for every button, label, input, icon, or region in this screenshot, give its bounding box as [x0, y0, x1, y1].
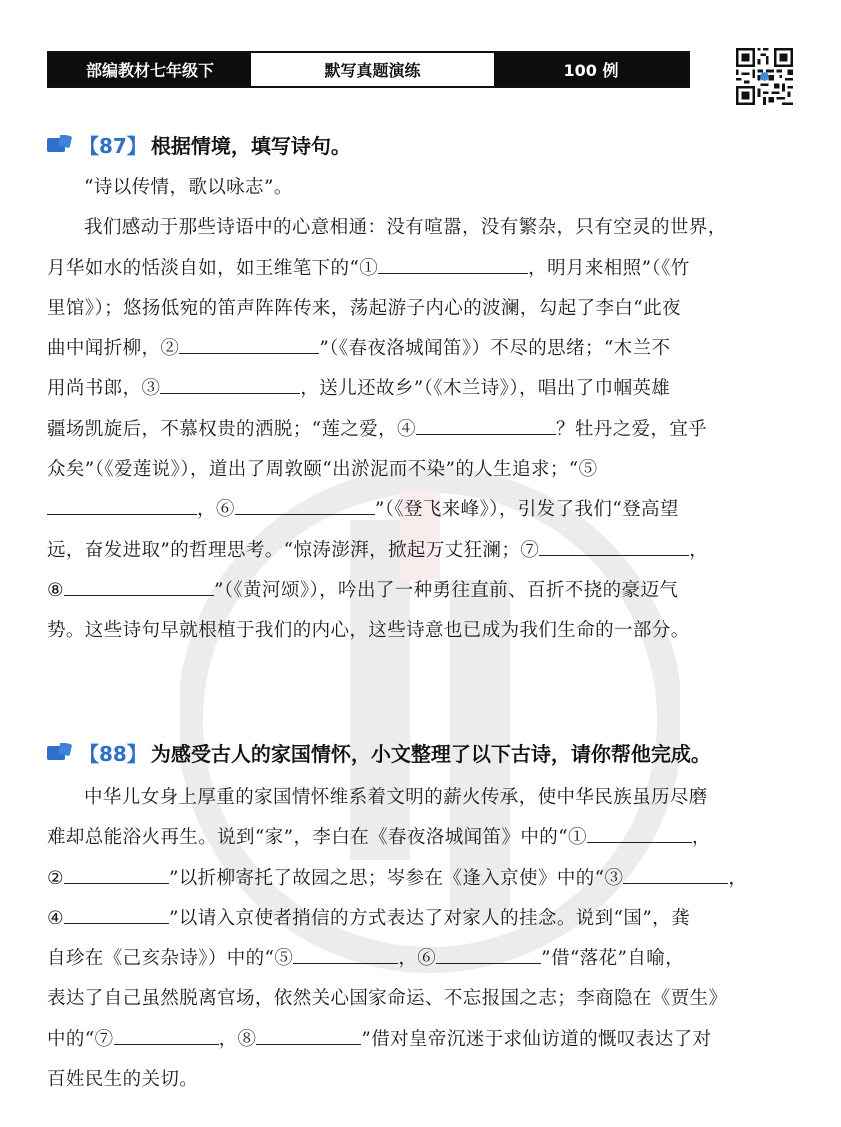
qr-code-icon[interactable] [736, 48, 793, 105]
question-87-passage [47, 168, 797, 652]
passage-text: 月华如水的恬淡自如，如王维笔下的“① [47, 257, 379, 279]
passage-text: ”（《黄河颂》），吟出了一种勇往直前、百折不挠的豪迈气 [214, 579, 679, 601]
passage-text: ，送儿还故乡”（《木兰诗》），唱出了巾帼英雄 [300, 378, 671, 400]
header-grade: 部编教材七年级下 [49, 53, 251, 86]
answer-blank[interactable] [114, 1043, 219, 1045]
answer-blank[interactable] [436, 962, 541, 964]
passage-text: ”以折柳寄托了故园之思；岑参在《逢入京使》中的“③ [169, 867, 624, 889]
passage-text: 远，奋发进取”的哲理思考。“惊涛澎湃，掀起万丈狂澜；⑦ [47, 539, 540, 561]
bookmark-icon [47, 743, 73, 763]
passage-text: ”借对皇帝沉迷于求仙访道的慨叹表达了对 [361, 1028, 712, 1050]
passage-text: 难却总能浴火再生。说到“家”，李白在《春夜洛城闻笛》中的“① [47, 827, 587, 849]
passage-text: 中华儿女身上厚重的家国情怀维系着文明的薪火传承，使中华民族虽历尽磨 [84, 787, 708, 808]
answer-blank[interactable] [160, 392, 300, 394]
answer-blank[interactable] [416, 433, 556, 435]
answer-blank[interactable] [623, 882, 728, 884]
header-count: 100 例 [494, 53, 688, 86]
passage-text: ，明月来相照”（《竹 [528, 257, 690, 279]
question-88-passage [47, 778, 797, 1100]
passage-text: ，⑥ [197, 499, 235, 521]
passage-text: 众矣”（《爱莲说》），道出了周敦颐“出淤泥而不染”的人生追求；“⑤ [47, 459, 598, 481]
passage-text: 疆场凯旋后，不慕权贵的洒脱；“莲之爱，④ [47, 418, 416, 440]
answer-blank[interactable] [293, 962, 398, 964]
passage-text: 自珍在《己亥杂诗》）中的“⑤ [47, 948, 294, 970]
question-87-title [47, 130, 351, 159]
passage-text: ”借“落花”自喻， [541, 948, 685, 970]
passage-text: ”（《登飞来峰》），引发了我们“登高望 [374, 499, 679, 521]
answer-blank[interactable] [64, 882, 169, 884]
question-number: 【88】 [79, 742, 147, 766]
passage-text: ？牡丹之爱，宜乎 [555, 418, 708, 440]
answer-blank[interactable] [235, 513, 375, 515]
passage-text: ，⑧ [218, 1028, 257, 1050]
answer-blank[interactable] [539, 554, 689, 556]
passage-text: ② [47, 867, 64, 889]
passage-text: ④ [47, 907, 64, 929]
answer-blank[interactable] [587, 841, 692, 843]
question-number: 【87】 [79, 134, 147, 158]
passage-text: 里馆》）；悠扬低宛的笛声阵阵传来，荡起游子内心的波澜，勾起了李白“此夜 [47, 297, 681, 319]
passage-text: ”（《春夜洛城闻笛》）不尽的思绪；“木兰不 [319, 338, 671, 360]
passage-text: 我们感动于那些诗语中的心意相通：没有喧嚣，没有繁杂，只有空灵的世界， [84, 217, 727, 239]
answer-blank[interactable] [378, 272, 528, 274]
passage-text: ⑧ [47, 579, 64, 601]
passage-text: 用尚书郎，③ [47, 378, 161, 400]
answer-blank[interactable] [64, 594, 214, 596]
header-bar [47, 51, 690, 88]
passage-text: “诗以传情，歌以咏志”。 [84, 177, 293, 198]
answer-blank[interactable] [47, 513, 197, 515]
passage-text: 曲中闻折柳，② [47, 338, 180, 360]
passage-text: ， [689, 539, 709, 561]
header-topic: 默写真题演练 [251, 53, 494, 86]
passage-text: 势。这些诗句早就根植于我们的内心，这些诗意也已成为我们生命的一部分。 [47, 620, 690, 642]
passage-text: ，⑥ [398, 948, 437, 970]
passage-text: 百姓民生的关切。 [47, 1069, 199, 1091]
question-88-title [47, 738, 711, 767]
passage-text: ”以请入京使者捎信的方式表达了对家人的挂念。说到“国”，龚 [169, 907, 690, 929]
passage-text: ， [691, 827, 711, 849]
passage-text: ， [728, 867, 748, 889]
passage-text: 表达了自己虽然脱离官场，依然关心国家命运、不忘报国之志；李商隐在《贾生》 [47, 988, 728, 1010]
passage-text: 中的“⑦ [47, 1028, 114, 1050]
bookmark-icon [47, 135, 73, 155]
answer-blank[interactable] [179, 352, 319, 354]
answer-blank[interactable] [64, 922, 169, 924]
question-prompt: 为感受古人的家国情怀，小文整理了以下古诗，请你帮他完成。 [150, 742, 711, 766]
answer-blank[interactable] [256, 1043, 361, 1045]
question-prompt: 根据情境，填写诗句。 [150, 134, 351, 158]
